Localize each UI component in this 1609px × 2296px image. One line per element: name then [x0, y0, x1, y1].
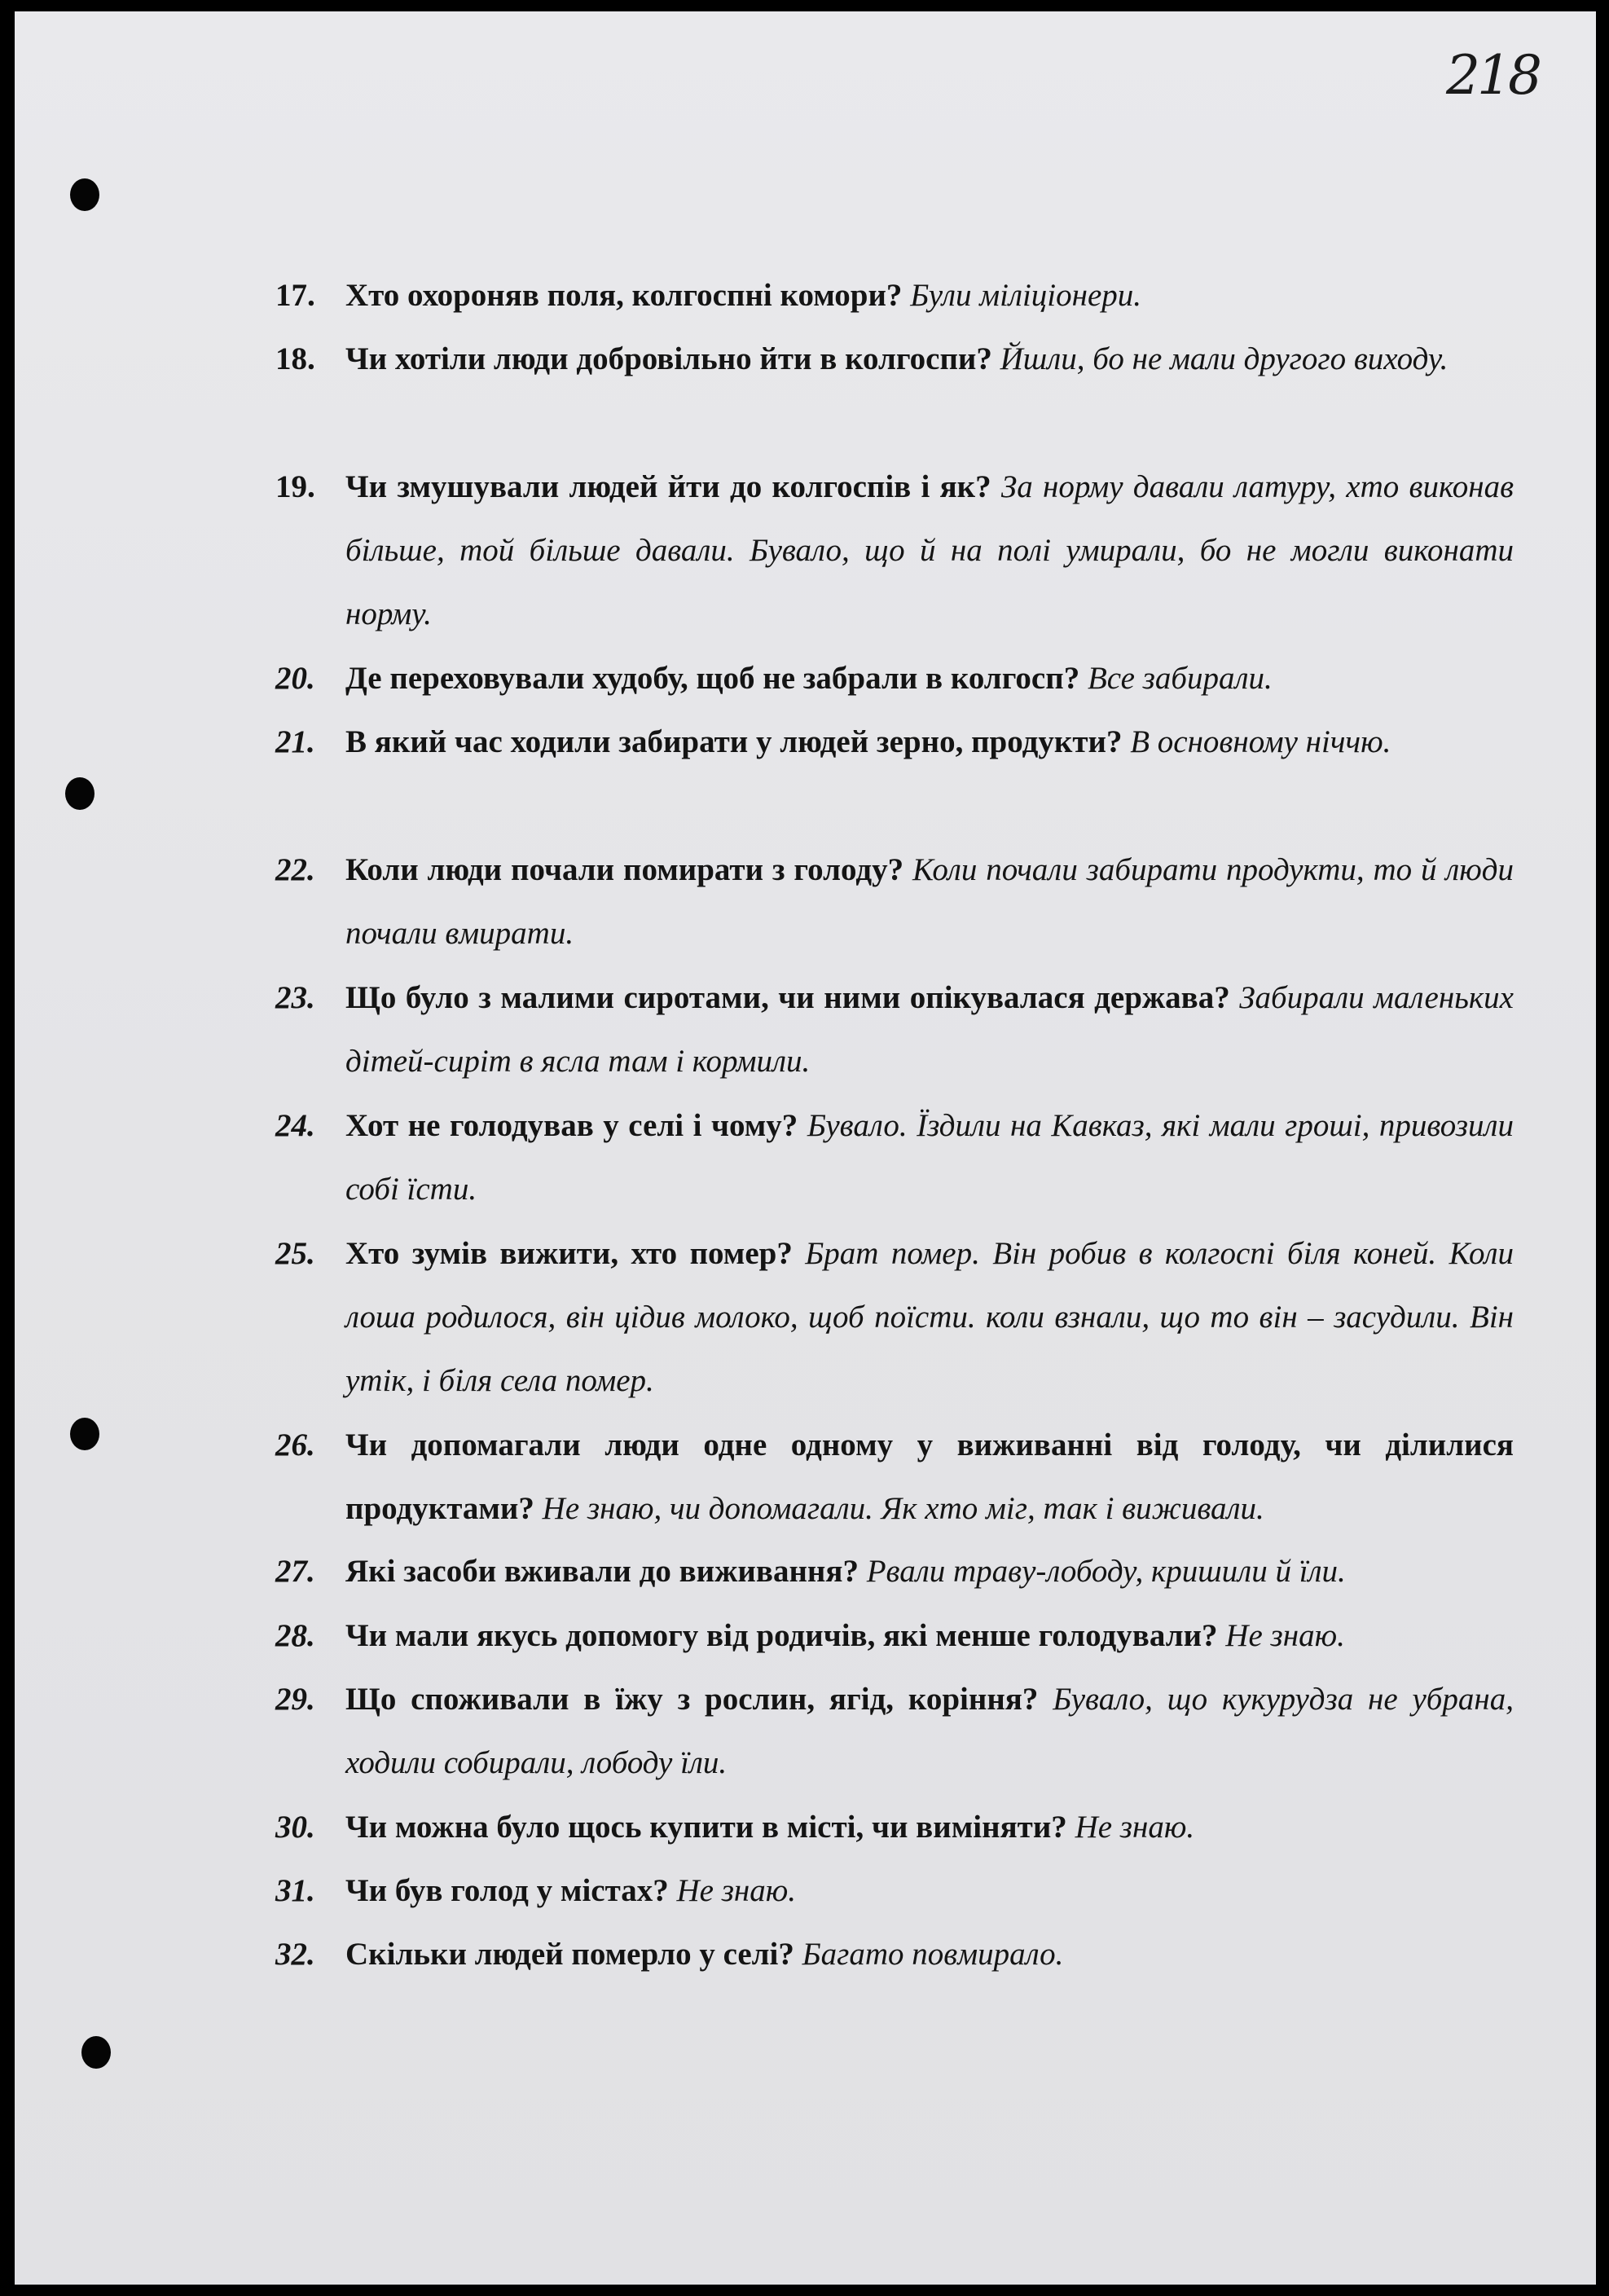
answer-text: За норму давали латуру, хто виконав більше, той більше давали. Бувало, що й на полі умирали, бо не могли виконати норму.	[345, 469, 1514, 631]
answer-text: Не знаю, чи допомагали. Як хто міг, так і виживали.	[542, 1491, 1264, 1526]
qa-item	[275, 264, 1514, 328]
item-text	[345, 328, 1514, 391]
question-text: Чи мали якусь допомогу від родичів, які менше голодували?	[345, 1618, 1218, 1653]
qa-item	[275, 455, 1514, 646]
qa-item	[275, 1540, 1514, 1603]
qa-item	[275, 1094, 1514, 1221]
qa-item	[275, 838, 1514, 965]
item-text	[345, 1668, 1514, 1795]
qa-item	[275, 1923, 1514, 1986]
item-number: 23.	[275, 980, 315, 1015]
question-answer-list	[15, 11, 1596, 2285]
item-number: 19.	[275, 469, 315, 504]
item-text	[345, 1796, 1514, 1859]
item-number: 31.	[275, 1873, 315, 1908]
item-number: 30.	[275, 1810, 315, 1845]
qa-item	[275, 710, 1514, 774]
question-text: Скільки людей померло у селі?	[345, 1937, 794, 1972]
item-number: 32.	[275, 1937, 315, 1972]
qa-item	[275, 1796, 1514, 1859]
item-text	[345, 1540, 1514, 1603]
item-text	[345, 1923, 1514, 1986]
answer-text: Рвали траву-лободу, кришили й їли.	[866, 1554, 1346, 1589]
question-text: Чи можна було щось купити в місті, чи виміняти?	[345, 1810, 1067, 1845]
answer-text: Не знаю.	[676, 1873, 797, 1908]
qa-item	[275, 647, 1514, 710]
answer-text: Коли почали забирати продукти, то й люди почали вмирати.	[345, 852, 1514, 951]
answer-text: Йшли, бо не мали другого виходу.	[1000, 341, 1449, 376]
item-number: 18.	[275, 341, 315, 376]
item-text	[345, 1222, 1514, 1413]
item-number: 27.	[275, 1554, 315, 1589]
question-text: Коли люди почали помирати з голоду?	[345, 852, 904, 887]
question-text: Що було з малими сиротами, чи ними опікувалася держава?	[345, 980, 1230, 1015]
answer-text: Забирали маленьких дітей-сиріт в ясла там і кормили.	[345, 980, 1514, 1079]
item-number: 29.	[275, 1682, 315, 1717]
answer-text: Бувало. Їздили на Кавказ, які мали гроші, привозили собі їсти.	[345, 1108, 1514, 1207]
page-number: 218	[1446, 44, 1539, 107]
answer-text: Не знаю.	[1225, 1618, 1345, 1653]
question-text: Хто зумів вижити, хто помер?	[345, 1236, 793, 1271]
answer-text: Все забирали.	[1087, 661, 1273, 696]
item-text	[345, 264, 1514, 328]
qa-item	[275, 1668, 1514, 1795]
answer-text: Були міліціонери.	[910, 278, 1142, 313]
item-number: 17.	[275, 278, 315, 313]
qa-item	[275, 1859, 1514, 1923]
item-text	[345, 1094, 1514, 1221]
qa-item	[275, 1604, 1514, 1668]
item-text	[345, 966, 1514, 1093]
document-page	[15, 11, 1596, 2285]
question-text: Чи був голод у містах?	[345, 1873, 669, 1908]
question-text: Хот не голодував у селі і чому?	[345, 1108, 798, 1143]
answer-text: Багато повмирало.	[802, 1937, 1064, 1972]
qa-item	[275, 328, 1514, 391]
item-text	[345, 647, 1514, 710]
item-number: 20.	[275, 661, 315, 696]
question-text: Хто охороняв поля, колгоспні комори?	[345, 278, 903, 313]
question-text: Чи змушували людей йти до колгоспів і як?	[345, 469, 991, 504]
qa-item	[275, 966, 1514, 1093]
item-number: 24.	[275, 1108, 315, 1143]
qa-item	[275, 1414, 1514, 1541]
item-number: 21.	[275, 724, 315, 759]
qa-item	[275, 1222, 1514, 1413]
item-text	[345, 1414, 1514, 1541]
question-text: В який час ходили забирати у людей зерно, продукти?	[345, 724, 1123, 759]
item-text	[345, 1604, 1514, 1668]
item-number: 26.	[275, 1427, 315, 1462]
question-text: Які засоби вживали до виживання?	[345, 1554, 859, 1589]
question-text: Де переховували худобу, щоб не забрали в колгосп?	[345, 661, 1080, 696]
answer-text: Брат помер. Він робив в колгоспі біля коней. Коли лоша родилося, він цідив молоко, щоб поїсти. коли взнали, що то він – засудили. Він утік, і біля села помер.	[345, 1236, 1514, 1398]
item-text	[345, 455, 1514, 646]
answer-text: Бувало, що кукурудза не убрана, ходили собирали, лободу їли.	[345, 1682, 1514, 1780]
question-text: Чи хотіли люди добровільно йти в колгоспи?	[345, 341, 992, 376]
item-number: 25.	[275, 1236, 315, 1271]
answer-text: В основному ніччю.	[1130, 724, 1391, 759]
item-number: 22.	[275, 852, 315, 887]
item-number: 28.	[275, 1618, 315, 1653]
item-text	[345, 710, 1514, 774]
question-text: Чи допомагали люди одне одному у виживанні від голоду, чи ділилися продуктами?	[345, 1427, 1514, 1526]
item-text	[345, 838, 1514, 965]
question-text: Що споживали в їжу з рослин, ягід, коріння?	[345, 1682, 1039, 1717]
item-text	[345, 1859, 1514, 1923]
answer-text: Не знаю.	[1075, 1810, 1195, 1845]
